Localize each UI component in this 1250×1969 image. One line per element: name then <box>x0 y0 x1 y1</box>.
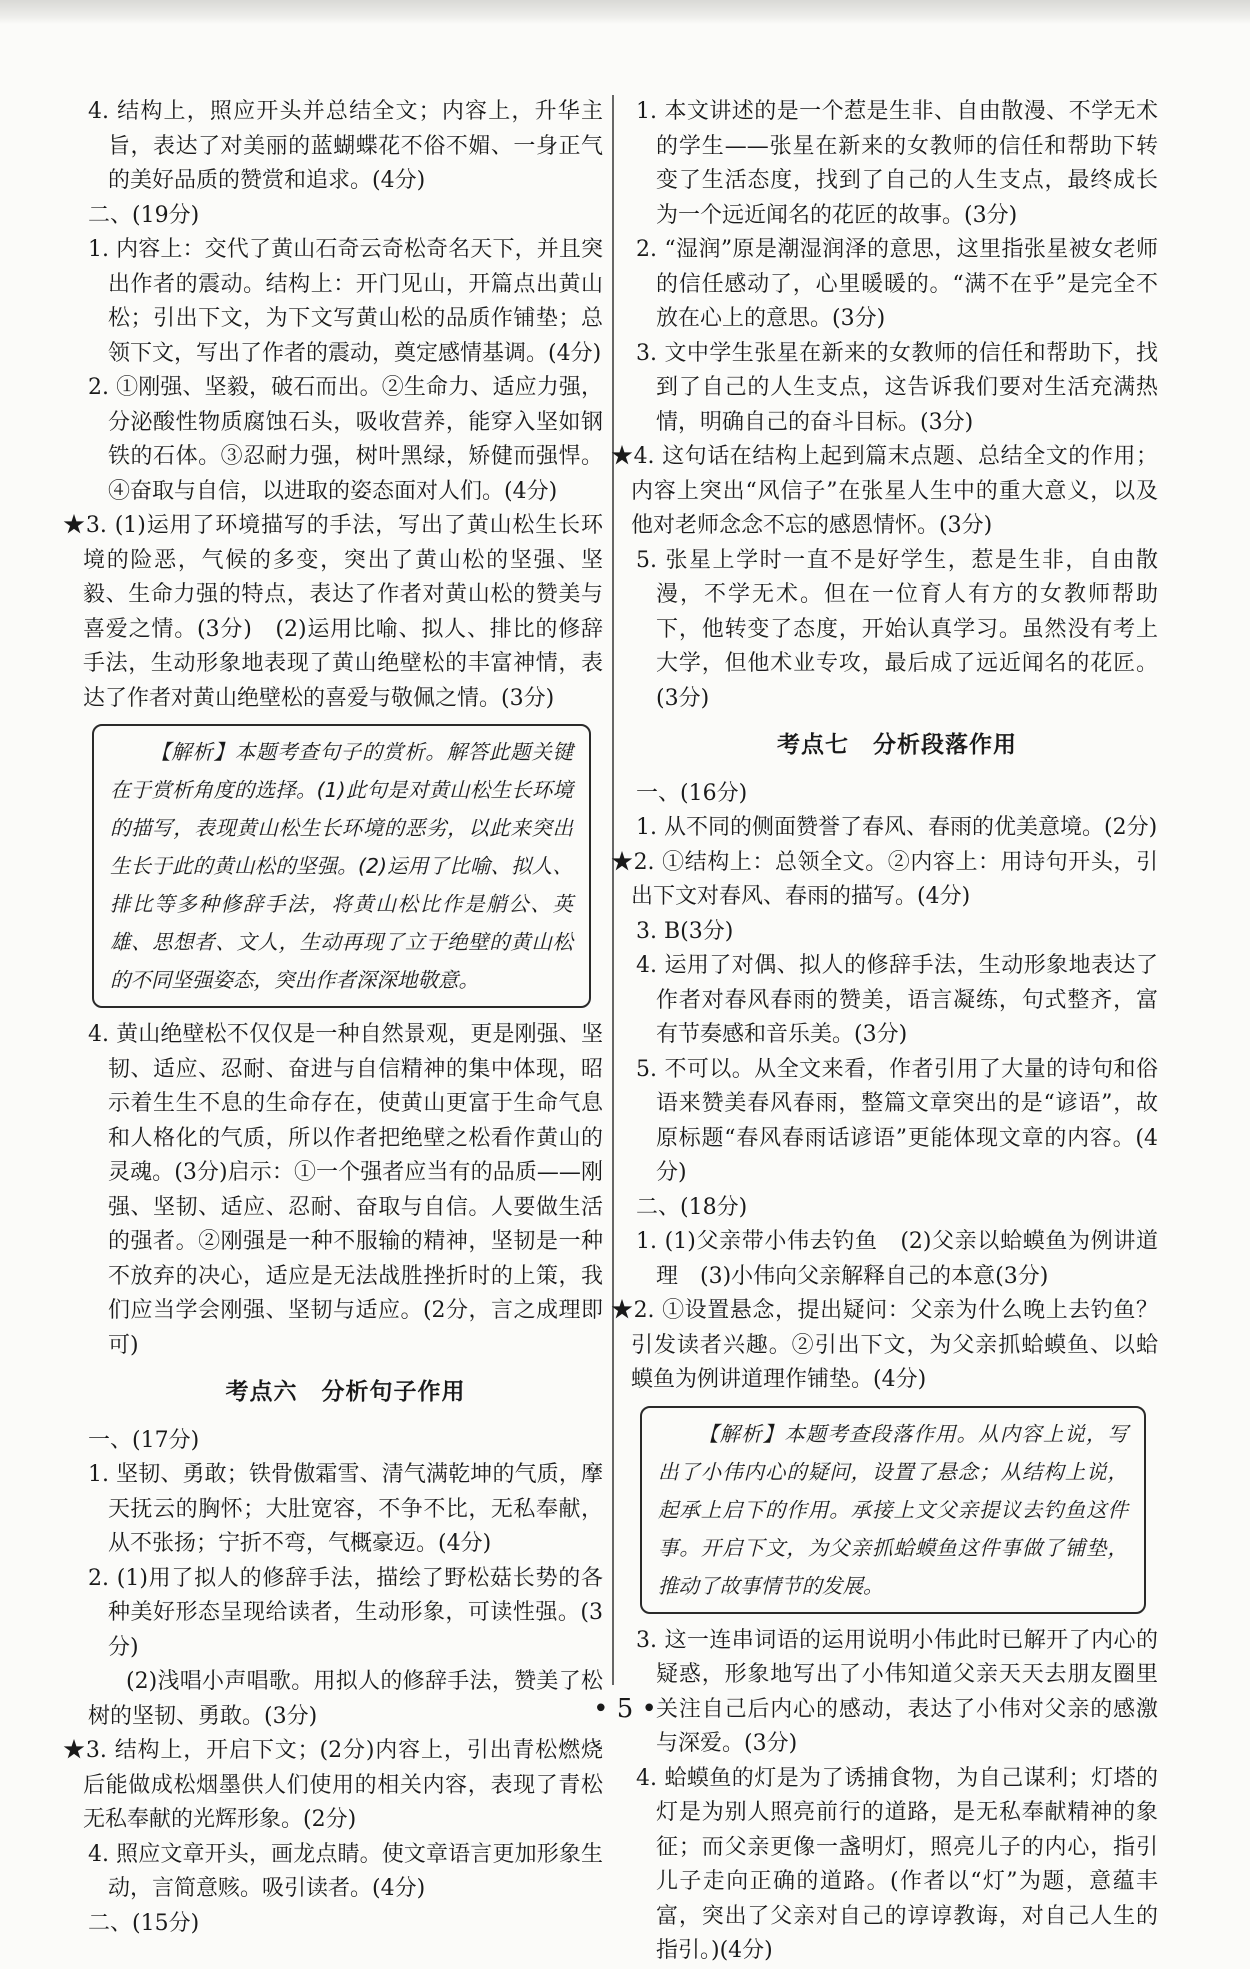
answer-item: 1. (1)父亲带小伟去钓鱼 (2)父亲以蛤蟆鱼为例讲道理 (3)小伟向父亲解释自己的本意(3分) <box>636 1229 1158 1289</box>
page-number: • 5 • <box>593 1694 657 1724</box>
answer-item: 4. 蛤蟆鱼的灯是为了诱捕食物，为自己谋利；灯塔的灯是为别人照亮前行的道路，是无私奉献精神的象征；而父亲更像一盏明灯，照亮儿子的内心，指引儿子走向正确的道路。(作者以“灯”为题，意蕴丰富，突出了父亲对自己的谆谆教诲，对自己人生的指引。)(4分) <box>636 1765 1158 1963</box>
scan-top-shadow <box>0 0 1250 24</box>
answer-item-starred: ★2. ①结构上：总领全文。②内容上：用诗句开头，引出下文对春风、春雨的描写。(4分) <box>611 849 1158 909</box>
analysis-note-text: 【解析】本题考查段落作用。从内容上说，写出了小伟内心的疑问，设置了悬念；从结构上说，起承上启下的作用。承接上文父亲提议去钓鱼这件事。开启下文，为父亲抓蛤蟆鱼这件事做了铺垫，推动了故事情节的发展。 <box>658 1421 1128 1598</box>
analysis-note-box <box>92 724 591 1008</box>
answer-item-starred: ★3. (1)运用了环境描写的手法，写出了黄山松生长环境的险恶，气候的多变，突出了黄山松的坚强、坚毅、生命力强的特点，表达了作者对黄山松的赞美与喜爱之情。(3分) (2)运用比喻、拟人、排比的修辞手法，生动形象地表现了黄山绝壁松的丰富神情，表达了作者对黄山绝壁松的喜爱与敬佩之情。(3分) <box>63 513 603 711</box>
answer-item: 5. 张星上学时一直不是好学生，惹是生非，自由散漫，不学无术。但在一位育人有方的女教师帮助下，他转变了态度，开始认真学习。虽然没有考上大学，但他术业专攻，最后成了远近闻名的花匠。(3分) <box>636 547 1158 711</box>
section-label: 二、(18分) <box>636 1194 748 1220</box>
answer-item: 4. 运用了对偶、拟人的修辞手法，生动形象地表达了作者对春风春雨的赞美，语言凝练，句式整齐，富有节奏感和音乐美。(3分) <box>636 953 1158 1047</box>
answer-item: 3. 这一连串词语的运用说明小伟此时已解开了内心的疑惑，形象地写出了小伟知道父亲天天去朋友圈里关注自己后内心的感动，表达了小伟对父亲的感激与深爱。(3分) <box>636 1627 1158 1756</box>
section-label: 一、(17分) <box>88 1427 200 1453</box>
answer-item: 4. 照应文章开头，画龙点睛。使文章语言更加形象生动，言简意赅。吸引读者。(4分) <box>88 1841 603 1901</box>
answer-item: 2. “湿润”原是潮湿润泽的意思，这里指张星被女老师的信任感动了，心里暖暖的。“满不在乎”是完全不放在心上的意思。(3分) <box>636 237 1158 331</box>
answer-item: 1. 内容上：交代了黄山石奇云奇松奇名天下，并且突出作者的震动。结构上：开门见山，开篇点出黄山松；引出下文，为下文写黄山松的品质作铺垫；总领下文，写出了作者的震动，奠定感情基调。(4分) <box>88 237 603 366</box>
answer-item: 4. 黄山绝壁松不仅仅是一种自然景观，更是刚强、坚韧、适应、忍耐、奋进与自信精神的集中体现，昭示着生生不息的生命存在，使黄山更富于生命气息和人格化的气质，所以作者把绝壁之松看作黄山的灵魂。(3分)启示：①一个强者应当有的品质——刚强、坚韧、适应、忍耐、奋取与自信。人要做生活的强者。②刚强是一种不服输的精神，坚韧是一种不放弃的决心，适应是无法战胜挫折时的上策，我们应当学会刚强、坚韧与适应。(2分，言之成理即可) <box>88 1022 603 1358</box>
analysis-note-text: 【解析】本题考查句子的赏析。解答此题关键在于赏析角度的选择。(1)此句是对黄山松生长环境的描写，表现黄山松生长环境的恶劣，以此来突出生长于此的黄山松的坚强。(2)运用了比喻、拟人、排比等多种修辞手法，将黄山松比作是艄公、英雄、思想者、文人，生动再现了立于绝壁的黄山松的不同坚强姿态，突出作者深深地敬意。 <box>110 740 573 992</box>
section-label: 一、(16分) <box>636 780 748 806</box>
answer-subitem: (2)浅唱小声唱歌。用拟人的修辞手法，赞美了松树的坚韧、勇敢。(3分) <box>88 1669 603 1729</box>
answer-item: 1. 从不同的侧面赞誉了春风、春雨的优美意境。(2分) <box>636 815 1158 840</box>
answer-item: 1. 本文讲述的是一个惹是生非、自由散漫、不学无术的学生——张星在新来的女教师的信任和帮助下转变了生活态度，找到了自己的人生支点，最终成长为一个远近闻名的花匠的故事。(3分) <box>636 99 1158 228</box>
answer-item-starred: ★4. 这句话在结构上起到篇末点题、总结全文的作用；内容上突出“风信子”在张星人生中的重大意义，以及他对老师念念不忘的感恩情怀。(3分) <box>611 444 1158 538</box>
answer-item: 2. (1)用了拟人的修辞手法，描绘了野松菇长势的各种美好形态呈现给读者，生动形象，可读性强。(3分) <box>88 1565 603 1660</box>
section-label: 二、(19分) <box>88 202 200 228</box>
left-column <box>63 95 603 1941</box>
right-column <box>611 95 1158 1969</box>
answer-item: 2. ①刚强、坚毅，破石而出。②生命力、适应力强，分泌酸性物质腐蚀石头，吸收营养，能穿入坚如钢铁的石体。③忍耐力强，树叶黑绿，矫健而强悍。④奋取与自信，以进取的姿态面对人们。(4分) <box>88 375 603 504</box>
answer-item: 4. 结构上，照应开头并总结全文；内容上，升华主旨，表达了对美丽的蓝蝴蝶花不俗不媚、一身正气的美好品质的赞赏和追求。(4分) <box>88 99 603 193</box>
answer-item-starred: ★3. 结构上，开启下文；(2分)内容上，引出青松燃烧后能做成松烟墨供人们使用的相关内容，表现了青松无私奉献的光辉形象。(2分) <box>63 1738 603 1832</box>
section-heading-7: 考点七 分析段落作用 <box>777 731 1017 758</box>
answer-item: 1. 坚韧、勇敢；铁骨傲霜雪、清气满乾坤的气质，摩天抚云的胸怀；大肚宽容，不争不比，无私奉献，从不张扬；宁折不弯，气概豪迈。(4分) <box>88 1462 603 1556</box>
answer-item: 3. 文中学生张星在新来的女教师的信任和帮助下，找到了自己的人生支点，这告诉我们要对生活充满热情，明确自己的奋斗目标。(3分) <box>636 340 1158 435</box>
section-label: 二、(15分) <box>88 1910 200 1936</box>
analysis-note-box <box>640 1406 1146 1614</box>
answer-item: 5. 不可以。从全文来看，作者引用了大量的诗句和俗语来赞美春风春雨，整篇文章突出的是“谚语”，故原标题“春风春雨话谚语”更能体现文章的内容。(4分) <box>636 1056 1158 1185</box>
answer-item-starred: ★2. ①设置悬念，提出疑问：父亲为什么晚上去钓鱼？引发读者兴趣。②引出下文，为父亲抓蛤蟆鱼、以蛤蟆鱼为例讲道理作铺垫。(4分) <box>611 1298 1158 1392</box>
section-heading-6: 考点六 分析句子作用 <box>225 1378 466 1405</box>
answer-item: 3. B(3分) <box>636 918 734 944</box>
